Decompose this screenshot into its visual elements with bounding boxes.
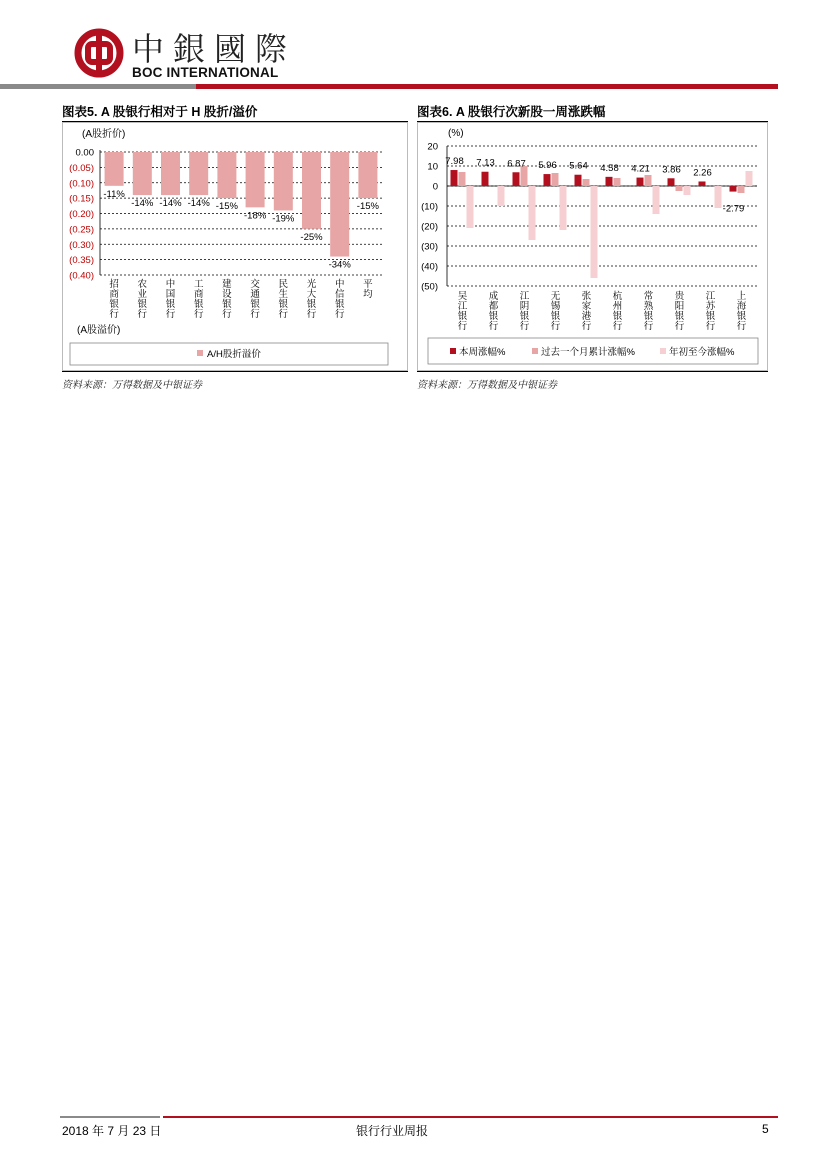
chart5-data-label: -19% xyxy=(272,213,295,225)
chart5-data-label: -34% xyxy=(328,259,351,271)
chart6-category-label: 江苏银行 xyxy=(705,291,716,332)
chart6-ytick-label: (30) xyxy=(421,241,438,253)
chart5-ytick-label: (0.20) xyxy=(69,209,94,220)
chart6-legend-label: 年初至今涨幅% xyxy=(669,347,735,358)
chart6-ytick-label: 20 xyxy=(427,141,438,153)
chart6-legend-label: 过去一个月累计涨幅% xyxy=(541,347,635,358)
chart6-bar-series1 xyxy=(730,186,737,192)
chart6-category-label: 无锡银行 xyxy=(550,291,561,332)
chart6-bar-series2 xyxy=(676,186,683,191)
chart6-data-label: 7.13 xyxy=(476,157,495,169)
footer-date: 2018 年 7 月 23 日 xyxy=(62,1124,162,1138)
chart-new-bank-weekly-change xyxy=(417,122,768,371)
chart6-data-label: 5.96 xyxy=(538,160,557,172)
chart5-data-label: -14% xyxy=(187,198,210,210)
chart5-category-label: 建设银行 xyxy=(222,279,232,320)
chart6-bar-series1 xyxy=(699,181,706,186)
chart5-legend-swatch xyxy=(197,350,203,356)
chart5-category-label: 中国银行 xyxy=(165,279,176,320)
chart6-legend-label: 本周涨幅% xyxy=(459,347,506,358)
chart5-data-label: -18% xyxy=(244,210,267,222)
chart5-ytick-label: 0.00 xyxy=(75,147,94,159)
chart6-bar-series2 xyxy=(583,179,590,186)
chart6-category-label: 江阴银行 xyxy=(519,291,530,332)
chart6-data-label: -2.79 xyxy=(722,203,745,215)
figure6-source-rule xyxy=(417,371,768,372)
chart6-legend-swatch xyxy=(532,348,538,354)
logo-chinese: 中銀國際 xyxy=(132,30,297,68)
chart6-bar-series3 xyxy=(560,186,567,230)
chart6-bar-series2 xyxy=(738,186,745,193)
chart5-ytick-label: (0.35) xyxy=(69,255,94,267)
logo-english: BOC INTERNATIONAL xyxy=(132,65,279,80)
boc-logo xyxy=(74,28,302,84)
chart6-bar-series2 xyxy=(614,178,621,186)
chart6-category-label: 吴江银行 xyxy=(457,291,468,332)
chart6-bar-series3 xyxy=(498,186,505,206)
chart6-bar-series3 xyxy=(467,186,474,228)
chart6-bar-series3 xyxy=(715,186,722,208)
chart5-bar xyxy=(246,152,265,207)
chart5-data-label: -25% xyxy=(300,231,323,243)
chart6-ytick-label: 10 xyxy=(427,161,438,173)
figure6-source: 资料来源：万得数据及中银证券 xyxy=(417,380,557,391)
chart6-data-label: 2.26 xyxy=(693,167,712,179)
chart5-ylabel-bottom: (A股溢价) xyxy=(77,325,121,336)
chart5-category-label: 中信银行 xyxy=(334,279,345,320)
figure5-source-rule xyxy=(62,371,408,372)
chart6-data-label: 6.87 xyxy=(507,158,526,170)
chart6-category-label: 贵阳银行 xyxy=(674,291,685,332)
boc-logo-icon xyxy=(74,28,124,78)
chart6-bar-series1 xyxy=(544,174,551,186)
chart5-ytick-label: (0.15) xyxy=(69,193,94,205)
chart5-bar xyxy=(189,152,208,195)
chart5-bar xyxy=(161,152,180,195)
chart5-bar xyxy=(217,152,236,198)
chart6-ytick-label: (20) xyxy=(421,221,438,233)
chart6-bar-series2 xyxy=(552,173,559,186)
chart5-category-label: 平均 xyxy=(363,279,373,300)
chart5-ytick-label: (0.25) xyxy=(69,224,94,236)
chart5-category-label: 招商银行 xyxy=(109,279,119,320)
chart6-bar-series1 xyxy=(575,175,582,186)
chart6-bar-series3 xyxy=(529,186,536,240)
chart6-ytick-label: 0 xyxy=(432,181,438,193)
chart6-data-label: 5.64 xyxy=(569,160,588,172)
chart5-data-label: -15% xyxy=(356,201,379,213)
chart6-bar-series1 xyxy=(451,170,458,186)
chart6-ylabel: (%) xyxy=(448,128,464,139)
figure6-title: 图表6. A 股银行次新股一周涨跌幅 xyxy=(417,105,606,119)
chart5-bar xyxy=(274,152,293,210)
chart5-data-label: -14% xyxy=(131,198,154,210)
figure5-title: 图表5. A 股银行相对于 H 股折/溢价 xyxy=(62,105,258,119)
chart6-data-label: 7.98 xyxy=(445,156,464,168)
chart5-legend-label: A/H股折溢价 xyxy=(207,349,261,360)
chart5-data-label: -11% xyxy=(103,188,125,200)
chart6-bar-series1 xyxy=(606,177,613,186)
chart5-category-label: 光大银行 xyxy=(306,279,317,320)
chart6-bar-series3 xyxy=(591,186,598,278)
chart6-data-label: 3.86 xyxy=(662,164,681,176)
chart6-category-label: 张家港行 xyxy=(581,291,592,332)
chart6-bar-series1 xyxy=(513,172,520,186)
chart6-bar-series2 xyxy=(459,172,466,186)
chart5-category-label: 农业银行 xyxy=(137,279,148,320)
footer-report-name: 银行行业周报 xyxy=(356,1124,429,1138)
chart5-data-label: -15% xyxy=(215,201,238,213)
chart6-bar-series2 xyxy=(645,175,652,186)
chart-ah-premium xyxy=(62,122,408,371)
chart6-bar-series1 xyxy=(482,172,489,186)
chart5-ytick-label: (0.05) xyxy=(69,162,94,174)
header-rule-red xyxy=(196,84,778,89)
chart5-category-label: 工商银行 xyxy=(193,279,204,320)
page-number: 5 xyxy=(762,1122,769,1136)
chart5-ylabel-top: (A股折价) xyxy=(82,129,126,140)
figure5-source: 资料来源：万得数据及中银证券 xyxy=(62,380,202,391)
footer-rule-red xyxy=(163,1116,778,1118)
chart5-ytick-label: (0.30) xyxy=(69,239,94,251)
chart6-category-label: 杭州银行 xyxy=(612,291,623,332)
chart6-category-label: 成都银行 xyxy=(488,291,499,332)
chart6-bar-series3 xyxy=(684,186,691,195)
chart5-bar xyxy=(358,152,377,198)
chart5-bar xyxy=(105,152,124,186)
chart6-ytick-label: (50) xyxy=(421,281,438,293)
chart5-ytick-label: (0.40) xyxy=(69,270,94,282)
chart5-bar xyxy=(302,152,321,229)
chart6-ytick-label: (10) xyxy=(421,201,438,213)
chart5-category-label: 交通银行 xyxy=(250,279,260,320)
chart5-ytick-label: (0.10) xyxy=(69,178,94,190)
chart5-bar xyxy=(133,152,152,195)
chart6-bar-series1 xyxy=(668,178,675,186)
chart6-bar-series3 xyxy=(746,171,753,186)
chart6-category-label: 常熟银行 xyxy=(643,291,654,332)
chart5-bar xyxy=(330,152,349,257)
chart6-legend-swatch xyxy=(450,348,456,354)
header-rule-grey xyxy=(0,84,196,89)
chart5-data-label: -14% xyxy=(159,198,182,210)
chart6-bar-series3 xyxy=(653,186,660,214)
chart6-legend-swatch xyxy=(660,348,666,354)
chart6-bar-series1 xyxy=(637,178,644,186)
chart6-data-label: 4.21 xyxy=(631,163,650,175)
chart6-category-label: 上海银行 xyxy=(736,291,747,332)
chart5-category-label: 民生银行 xyxy=(278,279,289,320)
footer-rule-grey xyxy=(60,1116,160,1118)
chart6-data-label: 4.58 xyxy=(600,162,619,174)
chart6-ytick-label: (40) xyxy=(421,261,438,273)
